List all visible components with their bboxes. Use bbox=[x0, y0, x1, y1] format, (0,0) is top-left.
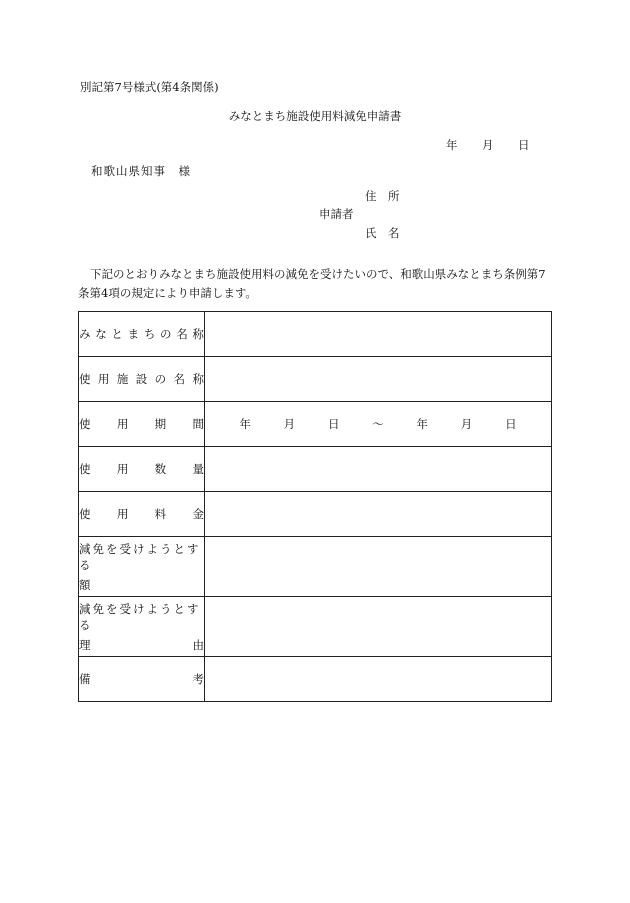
label-char: の bbox=[154, 372, 167, 386]
label-char: 備 bbox=[79, 672, 91, 686]
period-end-year: 年 bbox=[416, 417, 429, 431]
label-char: の bbox=[160, 327, 172, 341]
label-line-1: 減免を受けようとする bbox=[79, 601, 201, 632]
label-remarks bbox=[79, 657, 205, 702]
label-usage-fee bbox=[79, 492, 205, 537]
label-char: 使 bbox=[79, 507, 91, 521]
label-char: 間 bbox=[192, 417, 204, 431]
request-statement bbox=[78, 265, 558, 303]
date-day-label: 日 bbox=[518, 138, 530, 152]
value-usage-fee[interactable] bbox=[205, 492, 552, 537]
label-char: 数 bbox=[154, 462, 167, 476]
label-usage-period bbox=[79, 402, 205, 447]
address-label: 住 所 bbox=[365, 189, 400, 203]
label-char: 施 bbox=[116, 372, 129, 386]
label-reduction-reason bbox=[79, 597, 205, 657]
label-usage-quantity bbox=[79, 447, 205, 492]
label-char: 使 bbox=[79, 372, 91, 386]
label-char: 使 bbox=[79, 462, 91, 476]
value-minatomachi-name[interactable] bbox=[205, 312, 552, 357]
label-char: ま bbox=[127, 327, 140, 341]
document-title: みなとまち施設使用料減免申請書 bbox=[228, 109, 402, 123]
label-char: 称 bbox=[192, 372, 204, 386]
applicant-label: 申請者 bbox=[319, 207, 354, 221]
label-char: 料 bbox=[154, 507, 167, 521]
label-char: 称 bbox=[192, 327, 204, 341]
label-char: 設 bbox=[135, 372, 148, 386]
label-char: 名 bbox=[173, 372, 186, 386]
label-char: 理 bbox=[79, 637, 91, 652]
label-char: 名 bbox=[176, 327, 188, 341]
label-char: と bbox=[111, 327, 123, 341]
period-start-month: 月 bbox=[283, 417, 296, 431]
name-label: 氏 名 bbox=[365, 226, 400, 240]
period-end-month: 月 bbox=[460, 417, 473, 431]
row-reduction-reason bbox=[79, 597, 552, 657]
label-line-2 bbox=[79, 637, 204, 653]
value-usage-quantity[interactable] bbox=[205, 447, 552, 492]
label-char: 使 bbox=[79, 417, 91, 431]
value-reduction-reason[interactable] bbox=[205, 597, 552, 657]
value-reduction-amount[interactable] bbox=[205, 537, 552, 597]
label-char: 用 bbox=[97, 372, 110, 386]
request-statement-line-2: 条第4項の規定により申請します。 bbox=[78, 286, 257, 300]
label-char: 量 bbox=[192, 462, 204, 476]
row-facility-name bbox=[79, 312, 552, 357]
period-start-year: 年 bbox=[239, 417, 251, 431]
value-usage-period[interactable] bbox=[205, 402, 552, 447]
row-reduction-amount bbox=[79, 537, 552, 597]
request-statement-line-1: 下記のとおりみなとまち施設使用料の減免を受けたいので、和歌山県みなとまち条例第7 bbox=[90, 267, 546, 281]
date-year-label: 年 bbox=[446, 138, 458, 152]
period-start-day: 日 bbox=[327, 417, 340, 431]
row-used-facility-name bbox=[79, 357, 552, 402]
row-usage-quantity bbox=[79, 447, 552, 492]
addressee: 和歌山県知事 様 bbox=[91, 164, 191, 178]
application-form-table bbox=[78, 311, 552, 702]
label-char: 金 bbox=[192, 507, 204, 521]
label-char: 期 bbox=[154, 417, 167, 431]
period-tilde: 〜 bbox=[372, 417, 384, 431]
form-number: 別記第7号様式(第4条関係) bbox=[80, 80, 219, 94]
label-line-2: 額 bbox=[79, 577, 91, 592]
date-month-label: 月 bbox=[482, 138, 494, 152]
label-char: 用 bbox=[116, 417, 129, 431]
value-used-facility-name[interactable] bbox=[205, 357, 552, 402]
label-minatomachi-name bbox=[79, 312, 205, 357]
label-char: み bbox=[79, 327, 91, 341]
label-char: 用 bbox=[116, 507, 129, 521]
label-char: な bbox=[95, 327, 107, 341]
label-line-1: 減免を受けようとする bbox=[79, 541, 201, 572]
period-end-day: 日 bbox=[505, 417, 517, 431]
label-reduction-amount bbox=[79, 537, 205, 597]
label-char: ち bbox=[143, 327, 156, 341]
label-char: 考 bbox=[192, 672, 204, 686]
row-usage-period bbox=[79, 402, 552, 447]
label-used-facility-name bbox=[79, 357, 205, 402]
row-remarks bbox=[79, 657, 552, 702]
value-remarks[interactable] bbox=[205, 657, 552, 702]
label-char: 由 bbox=[192, 637, 204, 652]
row-usage-fee bbox=[79, 492, 552, 537]
label-char: 用 bbox=[116, 462, 129, 476]
